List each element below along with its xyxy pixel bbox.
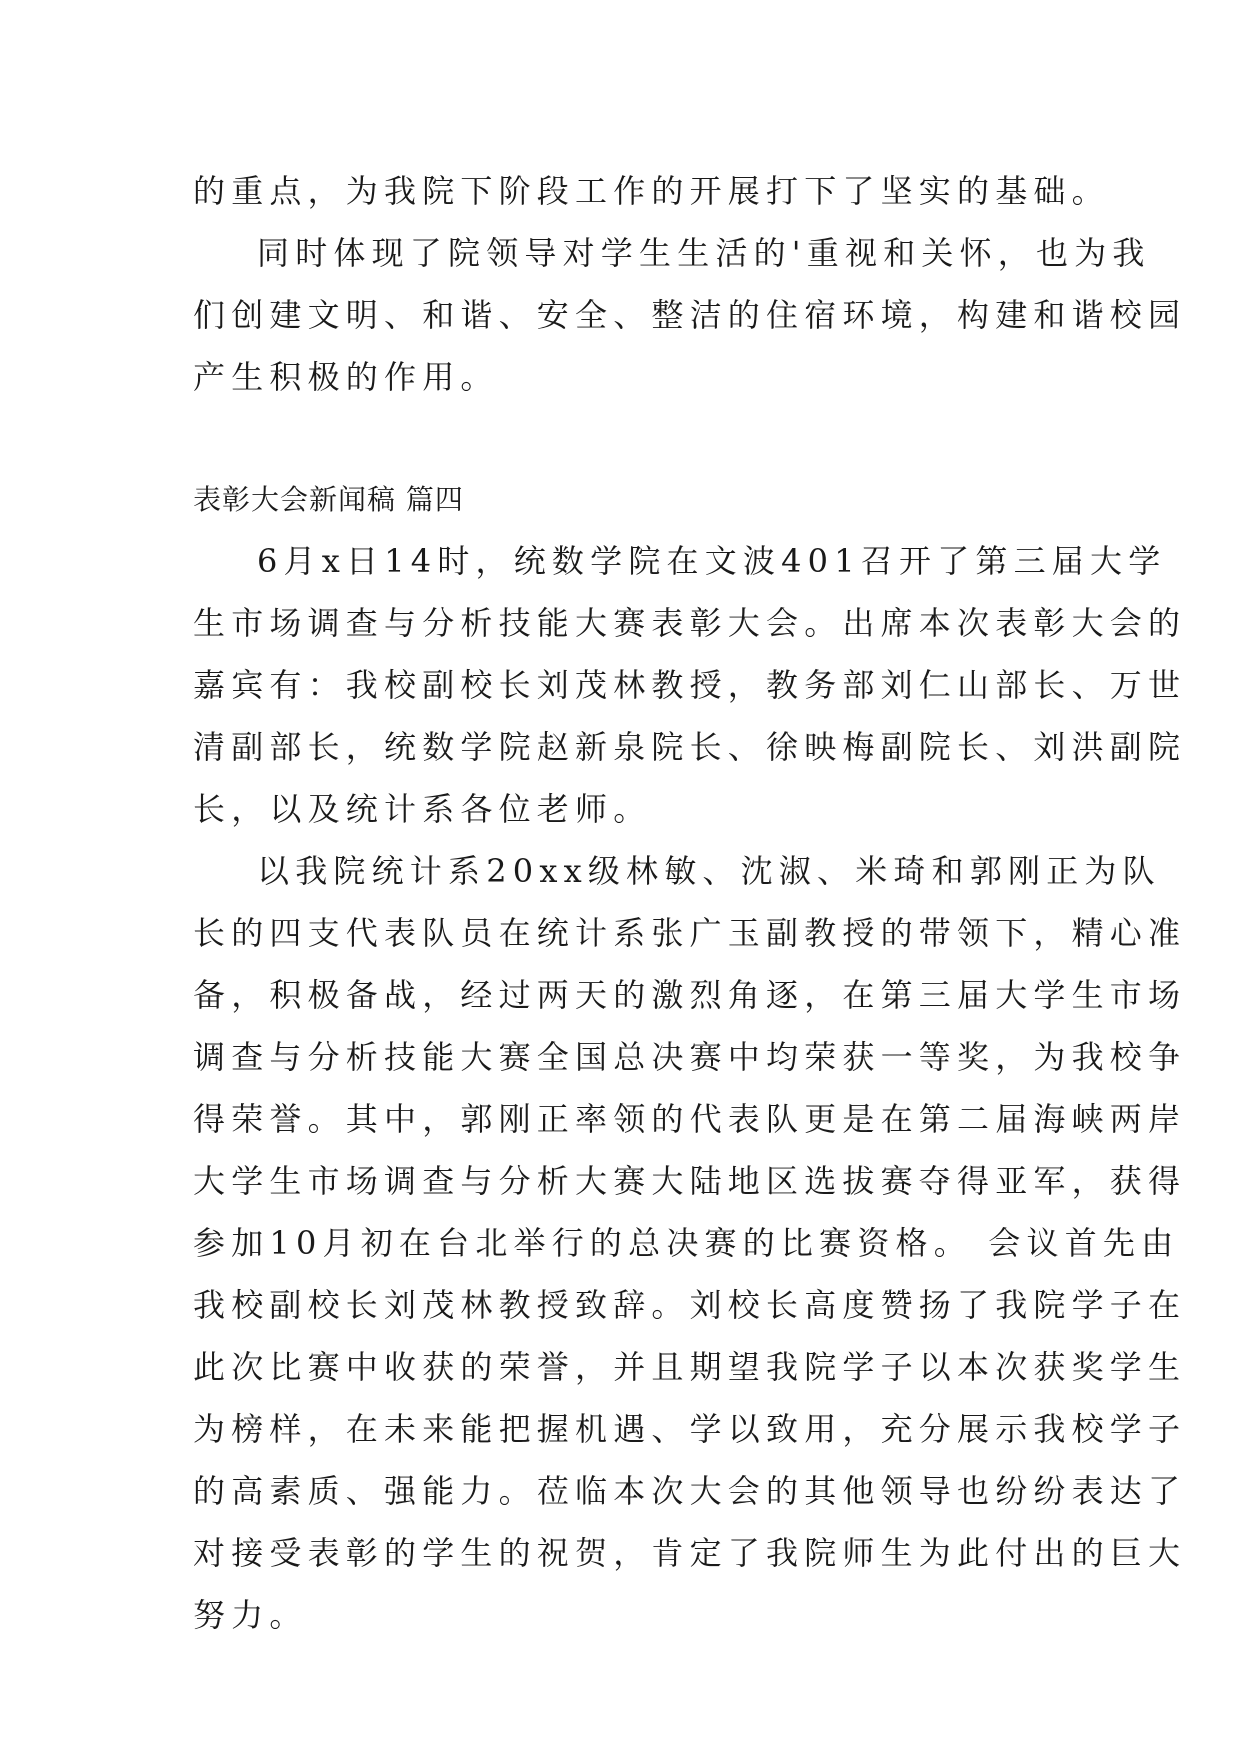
text-line: 的高素质、强能力。莅临本次大会的其他领导也纷纷表达了 [193, 1472, 1187, 1510]
text-line: 得荣誉。其中，郭刚正率领的代表队更是在第二届海峡两岸 [193, 1100, 1187, 1138]
intro-paragraph-2 [193, 222, 1187, 408]
section-title: 表彰大会新闻稿 篇四 [193, 483, 464, 516]
paragraph-2 [193, 840, 1187, 1646]
text-line: 长的四支代表队员在统计系张广玉副教授的带领下，精心准 [193, 914, 1187, 952]
text-line: 调查与分析技能大赛全国总决赛中均荣获一等奖，为我校争 [193, 1038, 1187, 1076]
text-line: 以我院统计系20xx级林敏、沈淑、米琦和郭刚正为队 [257, 852, 1161, 890]
text-line: 参加10月初在台北举行的总决赛的比赛资格。 会议首先由 [193, 1224, 1180, 1262]
text-line: 备，积极备战，经过两天的激烈角逐，在第三届大学生市场 [193, 976, 1187, 1014]
text-line: 的重点，为我院下阶段工作的开展打下了坚实的基础。 [193, 172, 1110, 210]
text-line: 为榜样，在未来能把握机遇、学以致用，充分展示我校学子 [193, 1410, 1187, 1448]
text-line: 产生积极的作用。 [193, 358, 499, 396]
paragraph-1 [193, 530, 1187, 840]
text-line: 们创建文明、和谐、安全、整洁的住宿环境，构建和谐校园 [193, 296, 1187, 334]
text-line: 长，以及统计系各位老师。 [193, 790, 652, 828]
document-page [193, 160, 1187, 1646]
text-line: 6月x日14时，统数学院在文波401召开了第三届大学 [257, 542, 1167, 580]
text-line: 清副部长，统数学院赵新泉院长、徐映梅副院长、刘洪副院 [193, 728, 1187, 766]
spacer [193, 408, 1053, 470]
text-line: 努力。 [193, 1596, 308, 1634]
text-line: 大学生市场调查与分析大赛大陆地区选拔赛夺得亚军，获得 [193, 1162, 1187, 1200]
text-line: 我校副校长刘茂林教授致辞。刘校长高度赞扬了我院学子在 [193, 1286, 1187, 1324]
text-line: 生市场调查与分析技能大赛表彰大会。出席本次表彰大会的 [193, 604, 1187, 642]
text-line: 嘉宾有：我校副校长刘茂林教授，教务部刘仁山部长、万世 [193, 666, 1187, 704]
intro-paragraph-1 [193, 160, 1110, 222]
text-line: 此次比赛中收获的荣誉，并且期望我院学子以本次获奖学生 [193, 1348, 1187, 1386]
text-line: 同时体现了院领导对学生生活的'重视和关怀，也为我 [257, 234, 1151, 272]
text-line: 对接受表彰的学生的祝贺，肯定了我院师生为此付出的巨大 [193, 1534, 1187, 1572]
